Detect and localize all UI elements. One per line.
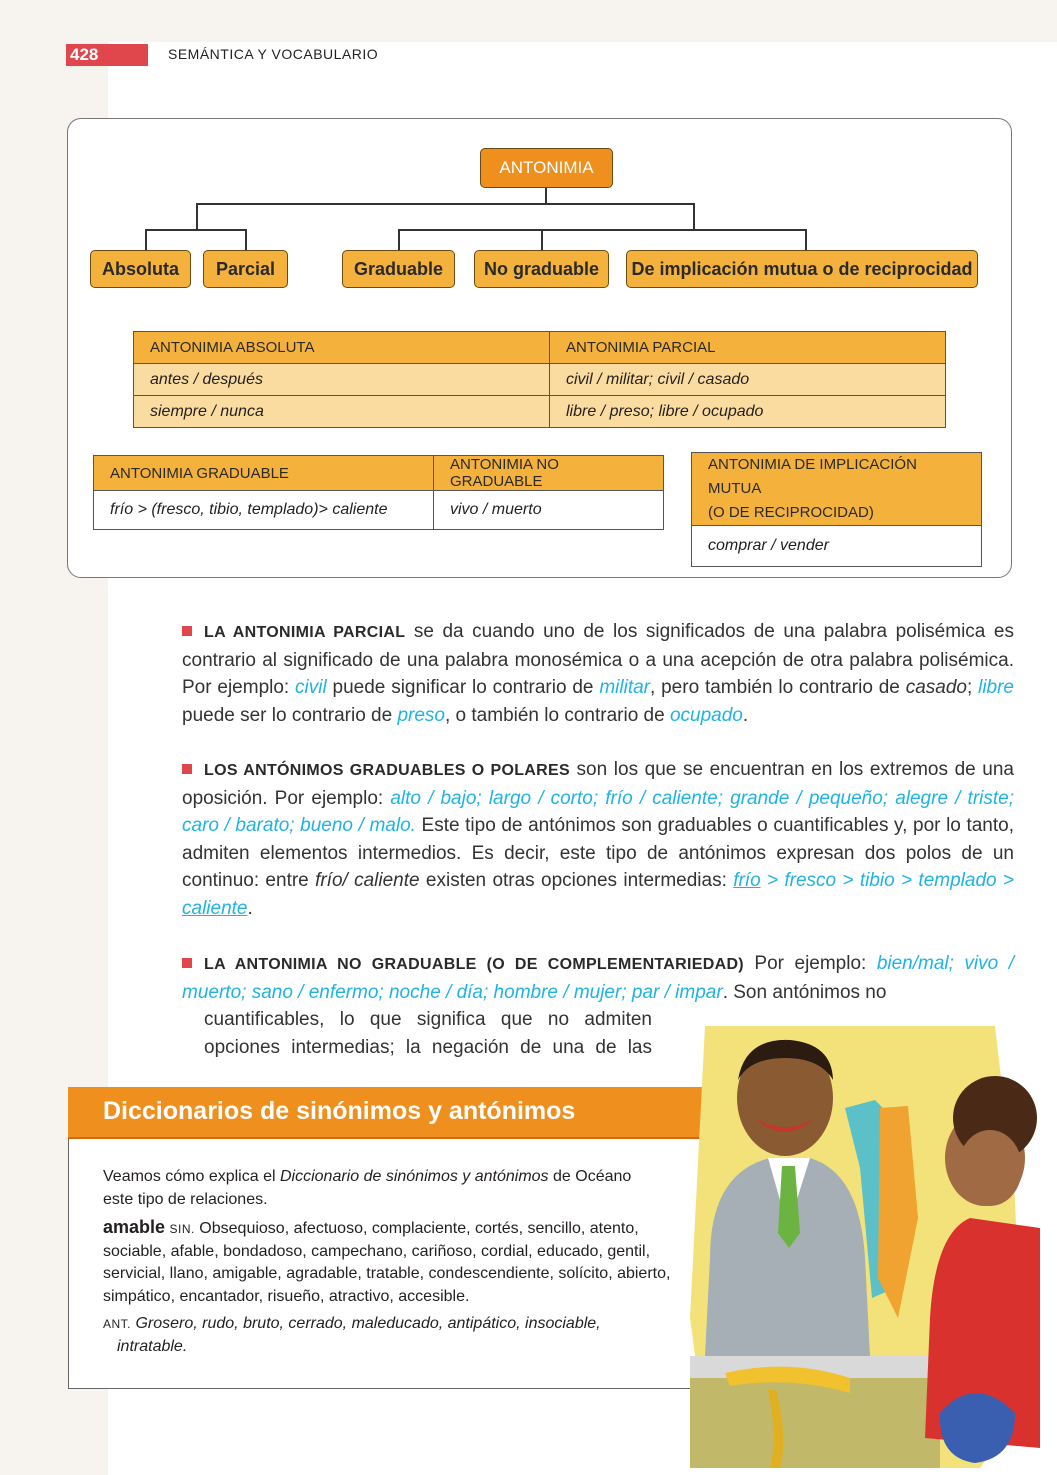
section-title: SEMÁNTICA Y VOCABULARIO (168, 46, 379, 62)
intro-italic: Diccionario de sinónimos y antónimos (279, 1168, 549, 1185)
node-graduable: Graduable (342, 250, 455, 288)
table-cell: vivo / muerto (434, 491, 664, 530)
table-absoluta-parcial (133, 331, 946, 428)
highlight-phrase: > fresco > tibio > templado > (760, 870, 1015, 891)
dictionary-intro (103, 1166, 673, 1211)
paragraph-antonimia-parcial (182, 618, 1014, 729)
node-absoluta: Absoluta (90, 250, 191, 288)
table-cell: frío > (fresco, tibio, templado)> caliente (94, 491, 434, 530)
connector (398, 229, 400, 251)
paragraph-continuation: opciones intermedias; la negación de una de las (204, 1037, 652, 1058)
connector (398, 229, 806, 231)
root-node: ANTONIMIA (480, 148, 613, 188)
table-cell: comprar / vender (692, 526, 982, 567)
dictionary-text (103, 1166, 673, 1358)
italic-word: casado (905, 677, 967, 698)
paragraph-text: ; (966, 677, 979, 698)
bullet-icon (182, 958, 192, 968)
table-cell: libre / preso; libre / ocupado (550, 396, 946, 428)
paragraph-antonimia-no-graduable (182, 950, 1014, 1006)
paragraph-text: . (742, 704, 749, 726)
table-header-line: (O DE RECIPROCIDAD) (708, 504, 874, 521)
table-header: ANTONIMIA NO GRADUABLE (434, 456, 664, 491)
node-no-graduable: No graduable (474, 250, 609, 288)
paragraph-text: son los que se encuentran en los extremos de una oposición. Por ejemplo: (182, 759, 1014, 809)
highlight-word: frío (733, 870, 761, 891)
connector (693, 203, 695, 230)
node-parcial: Parcial (203, 250, 288, 288)
antonyms-entry (103, 1313, 673, 1358)
page-number: 428 (66, 44, 148, 66)
connector (541, 229, 543, 251)
bullet-icon (182, 626, 192, 636)
highlight-phrase: alto / bajo; largo / corto; frío / caliente; grande / pequeño; alegre / triste; caro / barato; bueno / malo. (182, 787, 1014, 836)
table-header: ANTONIMIA PARCIAL (550, 332, 946, 364)
paragraph-lead: LA ANTONIMIA PARCIAL (204, 624, 406, 641)
sin-label: SIN. (169, 1222, 195, 1236)
table-header: ANTONIMIA GRADUABLE (94, 456, 434, 491)
highlight-word: civil (295, 677, 327, 698)
paragraph-text: Por ejemplo: (743, 953, 877, 974)
paragraph-text: Este tipo de antónimos son graduables o cuantificables y, por lo tanto, admiten elementos intermedios. Es decir, este tipo de antónimos expresan dos polos de un continuo: entre (182, 815, 1014, 891)
paragraph-text: . (247, 897, 253, 919)
table-cell: civil / militar; civil / casado (550, 364, 946, 396)
page-top-band (0, 0, 1057, 42)
bullet-icon (182, 764, 192, 774)
highlight-word: preso (397, 704, 445, 726)
dictionary-title: Diccionarios de sinónimos y antónimos (103, 1097, 576, 1125)
paragraph-text: , pero también lo contrario de (650, 677, 906, 698)
highlight-word: militar (599, 677, 650, 698)
table-graduable (93, 455, 664, 530)
intro-text: Veamos cómo explica el (103, 1168, 280, 1185)
ant-label: ANT. (103, 1317, 132, 1331)
intro-text: este tipo de relaciones. (103, 1190, 268, 1208)
paragraph-text: , o también lo contrario de (445, 704, 670, 726)
connector (196, 203, 198, 230)
connector (145, 229, 246, 231)
paragraph-lead: LOS ANTÓNIMOS GRADUABLES O POLARES (204, 762, 570, 779)
table-cell: siempre / nunca (134, 396, 550, 428)
illustration-tie-shop (650, 1018, 1045, 1468)
paragraph-text: existen otras opciones intermedias: (419, 870, 734, 891)
paragraph-lead: LA ANTONIMIA NO GRADUABLE (O DE COMPLEMENTARIEDAD) (204, 956, 744, 973)
paragraph-text: puede ser lo contrario de (182, 704, 398, 726)
dictionary-entry (103, 1216, 673, 1308)
highlight-word: ocupado (669, 704, 743, 726)
paragraph-text: se da cuando uno de los significados de una palabra polisémica es contrario al significado de una palabra monosémica o a una acepción de otra palabra polisémica. Por ejemplo: (182, 621, 1014, 698)
synonyms-list: Obsequioso, afectuoso, complaciente, cortés, sencillo, atento, sociable, afable, bondadoso, campechano, cariñoso, cordial, educado, gentil, servicial, llano, amigable, agradable, tratable, condescendiente, solícito, abierto, simpático, encantador, risueño, atractivo, accesible. (103, 1220, 671, 1305)
table-header (692, 453, 982, 526)
connector (196, 203, 694, 205)
paragraph-antonimos-graduables (182, 756, 1014, 922)
highlight-word: caliente (182, 897, 248, 919)
node-implicacion-mutua: De implicación mutua o de reciprocidad (626, 250, 978, 288)
table-cell: antes / después (134, 364, 550, 396)
entry-word: amable (103, 1217, 166, 1237)
italic-phrase: frío/ caliente (315, 870, 420, 891)
table-header-line: ANTONIMIA DE IMPLICACIÓN MUTUA (708, 456, 917, 497)
table-header: ANTONIMIA ABSOLUTA (134, 332, 550, 364)
connector (145, 229, 147, 251)
paragraph-text: puede significar lo contrario de (326, 677, 600, 698)
connector (545, 188, 547, 204)
counter-front (690, 1378, 940, 1468)
highlight-phrase: bien/mal; vivo / muerto; sano / enfermo; noche / día; hombre / mujer; par / impar (182, 953, 1014, 1003)
connector (245, 229, 247, 251)
woman-face (958, 1130, 1022, 1206)
connector (805, 229, 807, 251)
antonyms-list: Grosero, rudo, bruto, cerrado, maleducado, antipático, insociable, intratable. (117, 1315, 601, 1355)
table-implicacion-mutua (691, 452, 982, 567)
paragraph-text: . Son antónimos no (722, 981, 887, 1003)
paragraph-continuation: cuantificables, lo que significa que no admiten (204, 1009, 652, 1030)
highlight-word: libre (978, 677, 1014, 698)
intro-text: de Océano (548, 1168, 632, 1185)
